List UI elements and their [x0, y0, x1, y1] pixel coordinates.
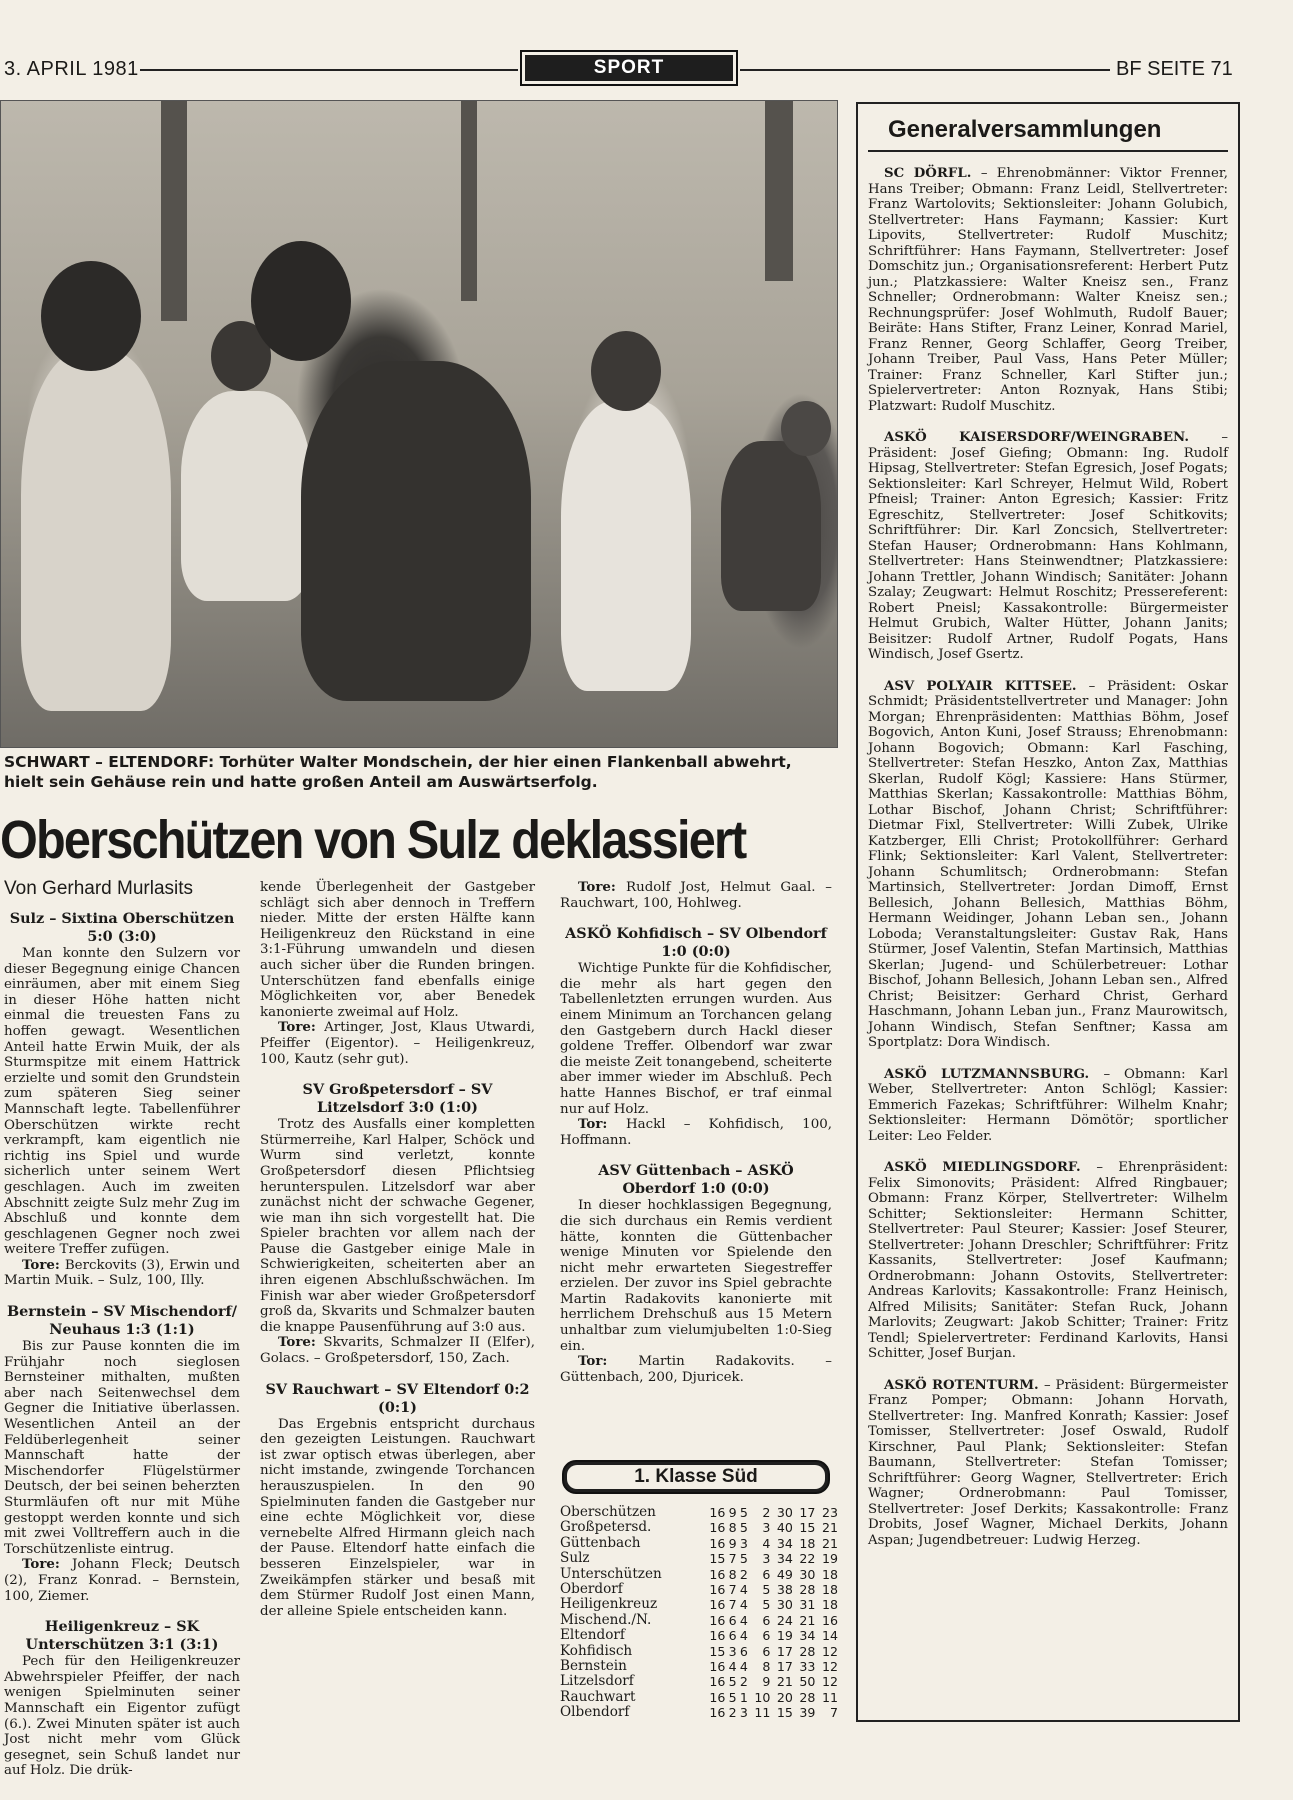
standings-value: 16 — [709, 1674, 726, 1690]
standings-value: 21 — [799, 1612, 816, 1628]
standings-value: 5 — [739, 1505, 748, 1520]
standings-value: 16 — [709, 1505, 726, 1520]
standings-value: 38 — [776, 1582, 793, 1598]
standings-row — [560, 1644, 838, 1659]
standings-value: 7 — [728, 1582, 737, 1598]
standings-value: 4 — [762, 1535, 771, 1551]
standings-value: 15 — [799, 1520, 816, 1536]
standings-value: 39 — [799, 1705, 816, 1721]
standings-value: 6 — [739, 1643, 748, 1659]
club-assembly-entry: ASV POLYAIR KITTSEE. – Präsident: Oskar Schmidt; Präsidentstellvertreter und Manager: John Morgan; Ehrenpräsidenten: Matthias Böhm, Josef Bogovich, Anton Kuni, Josef Strauss; Ehrenobmann: Johann Bogovich; Obmann: Karl Fasching, Stellvertreter: Stefan Heszko, Anton Zax, Matthias Skerlan, Rudolf Kögl; Kassiere: Hans Stürmer, Matthias Skerlan; Kassakontrolle: Matthias Böhm, Lothar Bischof, Johann Christ; Schriftführer: Dietmar Fixl, Stellvertreter: Willi Zubek, Ulrike Katzberger, Elli Christ; Protokollführer: Gerhard Flink; Sektionsleiter: Karl Valent, Stellvertreter: Johann Schumlitsch; Ordnerobmann: Stefan Martinsich, Stellvertreter: Jordan Dimoff, Ernst Bellesich, Johann Bellesich, Matthias Böhm, Hermann Weidinger, Johann Leban sen., Johann Loboda; Veranstaltungsleiter: Gustav Rak, Hans Stürmer, Josef Valentin, Stefan Martinsich, Matthias Skerlan; Jugend- und Schülerbetreuer: Lothar Bischof, Johann Bellesich, Johann Leban sen., Alfred Christ; Beisitzer: Gerhard Christ, Gerhard Haschmann, Johann Leban jun., Franz Maurowitsch, Johann Windisch, Stefan Senftner; Kassa am Sportplatz: Dora Windisch. — [868, 678, 1229, 1050]
club-name: ASKÖ KAISERSDORF/WEINGRABEN. — [884, 430, 1222, 445]
standings-value: 10 — [754, 1689, 771, 1705]
standings-value: 11 — [754, 1705, 771, 1721]
standings-value: 18 — [821, 1582, 838, 1598]
standings-row — [560, 1520, 838, 1535]
article-paragraph: Bis zur Pause konnten die im Frühjahr noch sieglosen Bernsteiner mithalten, mußten aber nach Seitenwechsel dem Gegner die Initiative überlassen. Wesentlichen Anteil an der Feldüberlegenheit seiner Mannschaft hatte der Mischendorfer Flügelstürmer Deutsch, der bei seinen beherzten Sturmläufen oft nur mit Mühe gestoppt werden konnte und sich mit zwei Volltreffern auch in die Torschützenliste eintrug. — [4, 1339, 240, 1557]
standings-value: 14 — [821, 1628, 838, 1644]
standings-row — [560, 1582, 838, 1597]
standings-value: 5 — [728, 1689, 737, 1705]
article-column-3 — [560, 880, 832, 1385]
standings-value: 4 — [739, 1659, 748, 1675]
goalscorers-label: Tor: — [578, 1353, 639, 1370]
article-paragraph: Das Ergebnis entspricht durchaus den gezeigten Leistungen. Rauchwart ist zwar optisch etwas überlegen, aber nicht imstande, zwingende Torchancen herauszuspielen. In den 90 Spielminuten fanden die Gastgeber nur eine echte Möglichkeit vor, diese vernebelte Alfred Hirmann gleich nach der Pause. Eltendorf hatte einfach die besseren Einzelspieler, war in Zweikämpfen stärker und besaß mit dem Stürmer Rudolf Jost einen Mann, der alleine Spiele entscheiden kann. — [260, 1416, 535, 1619]
goalscorers-label: Tore: — [22, 1256, 65, 1273]
club-name: ASKÖ MIEDLINGSDORF. — [884, 1160, 1097, 1175]
standings-value: 16 — [709, 1612, 726, 1628]
standings-value: 6 — [728, 1612, 737, 1628]
standings-value: 2 — [739, 1566, 748, 1582]
standings-value: 31 — [799, 1597, 816, 1613]
standings-row — [560, 1690, 838, 1705]
standings-value: 16 — [709, 1566, 726, 1582]
standings-row — [560, 1705, 838, 1720]
standings-value: 2 — [739, 1674, 748, 1690]
standings-value: 3 — [739, 1705, 748, 1721]
standings-value: 7 — [728, 1551, 737, 1567]
goalscorers-line: Tore: Artinger, Jost, Klaus Utwardi, Pfeiffer (Eigentor). – Heiligenkreuz, 100, Kautz (sehr gut). — [260, 1019, 535, 1067]
standings-value: 12 — [821, 1643, 838, 1659]
standings-value: 49 — [776, 1566, 793, 1582]
goalscorers-label: Tore: — [22, 1556, 72, 1573]
standings-value: 16 — [709, 1705, 726, 1721]
article-paragraph: Man konnte den Sulzern vor dieser Begegnung einige Chancen einräumen, aber mit einem Sieg in dieser Höhe hatten nicht einmal die treuesten Fans zu hoffen gewagt. Wesentlichen Anteil hatte Erwin Muik, der als Sturmspitze mit einem Hattrick erzielte und somit den Grundstein zum späteren Sieg seiner Mannschaft legte. Tabellenführer Oberschützen wirkte recht verkrampft, kam eigentlich nie richtig ins Spiel und wurde sicherlich unter seinem Wert geschlagen. Auch im zweiten Abschnitt zeigte Sulz mehr Zug im Abschluß und konnte dem geschlagenen Gegner noch zwei weitere Treffer zufügen. — [4, 946, 240, 1258]
photo-caption — [4, 752, 838, 792]
standings-value: 1 — [739, 1689, 748, 1705]
team-name: Sulz — [560, 1550, 590, 1567]
article-paragraph: In dieser hochklassigen Begegnung, die sich durchaus ein Remis verdient hätte, konnten die Güttenbacher wenige Minuten vor Spielende den nicht mehr erwarteten Siegestreffer erzielen. Der zuvor ins Spiel gebrachte Martin Radakovits kanonierte mit herrlichem Drehschuß aus 15 Metern unhaltbar zum vielumjubelten 1:0-Sieg ein. — [560, 1198, 832, 1354]
standings-value: 28 — [799, 1643, 816, 1659]
standings-row — [560, 1628, 838, 1643]
article-paragraph: Wichtige Punkte für die Kohfidischer, die mehr als hart gegen den Tabellenletzten errungen wurden. Aus einem Minimum an Torchancen gelang den Gastgebern durch Hackl dieser goldene Treffer. Olbendorf war zwar die meiste Zeit tonangebend, scheiterte aber immer wieder im Abschluß. Pech hatte Hannes Bischof, er traf einmal nur auf Holz. — [560, 961, 832, 1117]
standings-value: 12 — [821, 1674, 838, 1690]
standings-value: 30 — [776, 1505, 793, 1520]
standings-value: 16 — [709, 1535, 726, 1551]
standings-value: 16 — [709, 1628, 726, 1644]
team-name: Großpetersd. — [560, 1519, 652, 1536]
standings-value: 2 — [762, 1505, 771, 1520]
standings-value: 6 — [762, 1566, 771, 1582]
standings-value: 6 — [728, 1628, 737, 1644]
match-heading: SV Großpetersdorf – SV Litzelsdorf 3:0 (1:0) — [302, 1081, 493, 1117]
club-assembly-entry: ASKÖ ROTENTURM. – Präsident: Bürgermeister Franz Pomper; Obmann: Johann Horvath, Stellvertreter: Ing. Manfred Konrath; Kassier: Josef Tomisser, Stellvertreter: Josef Oswald, Rudolf Kirschner, Paul Plank; Sektionsleiter: Stefan Baumann, Stellvertreter: Stefan Tomisser; Schriftführer: Georg Wagner, Stellvertreter: Erich Wagner; Ordnerobmann: Paul Tomisser, Stellvertreter: Josef Derkits; Kassakontrolle: Franz Drobits, Josef Wagner, Michael Derkits, Johann Aspan; Jugendbetreuer: Ludwig Herzeg. — [868, 1377, 1228, 1548]
article-byline: Von Gerhard Murlasits — [4, 878, 194, 899]
standings-value: 28 — [799, 1689, 816, 1705]
team-name: Litzelsdorf — [560, 1673, 634, 1690]
standings-value: 16 — [709, 1689, 726, 1705]
article-column-2 — [260, 880, 535, 1619]
standings-value: 7 — [829, 1705, 838, 1721]
standings-row — [560, 1536, 838, 1551]
standings-value: 3 — [762, 1520, 771, 1536]
standings-value: 4 — [739, 1628, 748, 1644]
match-heading: ASV Güttenbach – ASKÖ Oberdorf 1:0 (0:0) — [598, 1162, 794, 1198]
goalscorers-line: Tore: Berckovits (3), Erwin und Martin Muik. – Sulz, 100, Illy. — [4, 1256, 240, 1289]
standings-value: 5 — [762, 1597, 771, 1613]
team-name: Oberdorf — [560, 1581, 623, 1598]
page-header — [0, 50, 1293, 90]
caption-line-2: hielt sein Gehäuse rein und hatte großen Anteil am Auswärtserfolg. — [4, 773, 598, 791]
club-assembly-entry: ASKÖ LUTZMANNSBURG. – Obmann: Karl Weber, Stellvertreter: Anton Schlögl; Kassier: Emmerich Fazekas; Schriftführer: Wilhelm Knahr; Sektionsleiter: Hermann Dömötör; sportlicher Leiter: Leo Felder. — [868, 1066, 1228, 1144]
standings-value: 30 — [776, 1597, 793, 1613]
standings-value: 15 — [776, 1705, 793, 1721]
standings-value: 6 — [762, 1628, 771, 1644]
header-rule-left — [140, 69, 518, 71]
standings-value: 16 — [709, 1520, 726, 1536]
standings-value: 21 — [821, 1520, 838, 1536]
sidebar-entries — [868, 166, 1228, 1548]
issue-date: 3. APRIL 1981 — [4, 58, 139, 80]
standings-row — [560, 1597, 838, 1612]
team-name: Eltendorf — [560, 1627, 625, 1644]
standings-value: 15 — [709, 1551, 726, 1567]
standings-value: 3 — [739, 1535, 748, 1551]
standings-value: 15 — [709, 1643, 726, 1659]
match-heading: SV Rauchwart – SV Eltendorf 0:2 (0:1) — [265, 1380, 530, 1416]
page-number: BF SEITE 71 — [1116, 58, 1233, 80]
club-assembly-entry: ASKÖ MIEDLINGSDORF. – Ehrenpräsident: Felix Simonovits; Präsident: Alfred Ringbauer; Obmann: Franz Körper, Stellvertreter: Wilhelm Schitter; Sektionsleiter: Hermann Schitter, Stellvertreter: Paul Steurer; Kassier: Josef Steurer, Stellvertreter: Johann Dreschler; Schriftführer: Fritz Kassanits, Stellvertreter: Josef Kaufmann; Ordnerobmann: Johann Ostovits, Stellvertreter: Andreas Karlovits; Kassakontrolle: Franz Heinisch, Alfred Milisits; Sanitäter: Stefan Ruck, Johann Marlovits; Zeugwart: Jakob Schitter; Trainer: Fritz Tendl; Spielervertreter: Ferdinand Karlovits, Hansi Schitter, Josef Burjan. — [868, 1160, 1228, 1361]
standings-value: 40 — [776, 1520, 793, 1536]
match-photo — [0, 100, 838, 748]
goalscorers-label: Tore: — [278, 1334, 324, 1351]
standings-value: 2 — [728, 1705, 737, 1721]
match-heading: Sulz – Sixtina Oberschützen 5:0 (3:0) — [9, 910, 235, 945]
team-name: Heiligenkreuz — [560, 1596, 658, 1613]
club-name: ASKÖ LUTZMANNSBURG. — [884, 1066, 1104, 1082]
standings-value: 24 — [776, 1612, 793, 1628]
team-name: Oberschützen — [560, 1504, 656, 1520]
standings-value: 8 — [728, 1520, 737, 1536]
standings-value: 5 — [739, 1551, 748, 1567]
standings-value: 6 — [762, 1612, 771, 1628]
standings-value: 34 — [776, 1551, 793, 1567]
goalscorers-line: Tore: Johann Fleck; Deutsch (2), Franz Konrad. – Bernstein, 100, Ziemer. — [4, 1556, 240, 1604]
goalscorers-line: Tor: Martin Radakovits. – Güttenbach, 200, Djuricek. — [560, 1353, 832, 1385]
standings-value: 16 — [821, 1612, 838, 1628]
club-assembly-entry: ASKÖ KAISERSDORF/WEINGRABEN. – Präsident: Josef Giefing; Obmann: Ing. Rudolf Hipsag, Stellvertreter: Stefan Egresich, Josef Pogats; Sektionsleiter: Karl Schreyer, Helmut Wild, Robert Pfneisl; Trainer: Anton Egresich; Kassier: Fritz Egreschitz, Stellvertreter: Josef Schitkovits; Schriftführer: Dir. Karl Zoncsich, Stellvertreter: Stefan Hauser; Ordnerobmann: Hans Kohlmann, Stellvertreter: Hans Steinwendtner; Platzkassiere: Johann Trettler, Johann Windisch; Sanitäter: Johann Szalay; Zeugwart: Helmut Roschitz; Pressereferent: Robert Pneisl; Kassakontrolle: Bürgermeister Helmut Grubich, Walter Hütter, Johann Janits; Beisitzer: Rudolf Artner, Rudolf Pogats, Hans Windisch, Josef Gsertz. — [868, 430, 1228, 662]
standings-value: 4 — [728, 1659, 737, 1675]
match-heading: Heiligenkreuz – SK Unterschützen 3:1 (3:1) — [25, 1618, 219, 1654]
club-name: ASKÖ ROTENTURM. — [884, 1377, 1044, 1393]
standings-value: 12 — [821, 1659, 838, 1675]
standings-value: 21 — [821, 1535, 838, 1551]
standings-value: 9 — [728, 1535, 737, 1551]
standings-value: 8 — [762, 1659, 771, 1675]
sidebar-title: Generalversammlungen — [868, 112, 1228, 152]
standings-value: 18 — [799, 1535, 816, 1551]
team-name: Olbendorf — [560, 1704, 630, 1721]
standings-value: 16 — [709, 1582, 726, 1598]
article-paragraph: kende Überlegenheit der Gastgeber schlägt sich aber dennoch in Treffern nieder. Mitte der ersten Hälfte kann Heiligenkreuz den Rückstand in eine 3:1-Führung umwandeln und diesen auch sicher über die Runden bringen. Unterschützen fand ebenfalls einige Möglichkeiten vor, aber Benedek kanonierte zweimal auf Holz. — [260, 880, 535, 1020]
club-name: SC DÖRFL. — [884, 166, 981, 181]
club-name: ASV POLYAIR KITTSEE. — [884, 678, 1089, 694]
team-name: Bernstein — [560, 1658, 627, 1675]
standings-value: 11 — [821, 1689, 838, 1705]
standings-value: 3 — [728, 1643, 737, 1659]
standings-value: 4 — [739, 1597, 748, 1613]
standings-value: 18 — [821, 1597, 838, 1613]
standings-value: 19 — [821, 1551, 838, 1567]
article-paragraph: Pech für den Heiligenkreuzer Abwehrspieler Pfeiffer, der nach wenigen Spielminuten seiner Mannschaft ein Eigentor zufügt (6.). Zwei Minuten später ist auch Jost nicht mehr vom Glück gesegnet, sein Schuß landet nur auf Holz. Die drük- — [4, 1654, 240, 1779]
article-column-1 — [4, 910, 240, 1779]
club-assembly-entry: SC DÖRFL. – Ehrenobmänner: Viktor Frenner, Hans Treiber; Obmann: Franz Leidl, Stellvertreter: Franz Wartolovits; Sektionsleiter: Johann Golubich, Stellvertreter: Hans Faymann; Kassier: Kurt Lipovits, Stellvertreter: Rudolf Muschitz; Schriftführer: Hans Faymann, Stellvertreter: Josef Domschitz jun.; Organisationsreferent: Herbert Putz jun.; Platzkassiere: Walter Kneisz sen., Franz Schneller; Ordnerobmann: Walter Kneisz sen.; Rechnungsprüfer: Josef Wohlmuth, Rudolf Bauer; Beiräte: Hans Stifter, Franz Leiner, Konrad Mariel, Franz Renner, Georg Schlaffer, Georg Treiber, Johann Treiber, Paul Vass, Hans Peter Müller; Trainer: Franz Schneller, Karl Stifter jun.; Spielervertreter: Anton Roznyak, Hans Stibi; Platzwart: Rudolf Muschitz. — [868, 166, 1228, 414]
standings-table — [560, 1505, 838, 1721]
standings-value: 8 — [728, 1566, 737, 1582]
standings-title-box — [562, 1460, 830, 1494]
standings-value: 3 — [762, 1551, 771, 1567]
standings-row — [560, 1659, 838, 1674]
team-name: Unterschützen — [560, 1565, 662, 1582]
standings-value: 18 — [821, 1566, 838, 1582]
standings-value: 16 — [709, 1597, 726, 1613]
standings-value: 28 — [799, 1582, 816, 1598]
standings-value: 4 — [739, 1612, 748, 1628]
standings-value: 5 — [762, 1582, 771, 1598]
standings-value: 4 — [739, 1582, 748, 1598]
standings-value: 33 — [799, 1659, 816, 1675]
standings-value: 7 — [728, 1597, 737, 1613]
match-heading: ASKÖ Kohfidisch – SV Olbendorf 1:0 (0:0) — [565, 925, 827, 961]
standings-value: 20 — [776, 1689, 793, 1705]
standings-value: 6 — [762, 1643, 771, 1659]
standings-row — [560, 1613, 838, 1628]
team-name: Rauchwart — [560, 1688, 636, 1705]
team-name: Kohfidisch — [560, 1642, 633, 1659]
standings-value: 17 — [799, 1505, 816, 1520]
team-name: Güttenbach — [560, 1534, 641, 1551]
section-label-box — [520, 50, 738, 86]
standings-value: 50 — [799, 1674, 816, 1690]
standings-value: 17 — [776, 1659, 793, 1675]
goalscorers-label: Tor: — [578, 1116, 626, 1133]
standings-value: 17 — [776, 1643, 793, 1659]
team-name: Mischend./N. — [560, 1611, 652, 1628]
standings-row — [560, 1567, 838, 1582]
standings-value: 22 — [799, 1551, 816, 1567]
standings-value: 34 — [776, 1535, 793, 1551]
caption-line-1: SCHWART – ELTENDORF: Torhüter Walter Mondschein, der hier einen Flankenball abwehrt, — [4, 753, 792, 771]
standings-value: 9 — [762, 1674, 771, 1690]
match-heading: Bernstein – SV Mischendorf/ Neuhaus 1:3 (1:1) — [6, 1303, 237, 1339]
standings-value: 16 — [709, 1659, 726, 1675]
standings-value: 34 — [799, 1628, 816, 1644]
goalscorers-line: Tore: Skvarits, Schmalzer II (Elfer), Golacs. – Großpetersdorf, 150, Zach. — [260, 1334, 535, 1367]
sidebar-generalversammlungen — [856, 102, 1240, 1722]
goalscorers-line: Tor: Hackl – Kohfidisch, 100, Hoffmann. — [560, 1116, 832, 1148]
standings-row — [560, 1674, 838, 1689]
standings-title: 1. Klasse Süd — [567, 1465, 825, 1489]
article-paragraph: Trotz des Ausfalls einer kompletten Stürmerreihe, Karl Halper, Schöck und Wurm sind verletzt, konnte Großpetersdorf diesen Pflichtsieg herunterspulen. Litzelsdorf war aber zunächst nicht der schwache Gegener, wie man ihn sich vorgestellt hat. Die Spieler brachten vor allem nach der Pause die Gastgeber einige Male in Schwierigkeiten, scheiterten aber an ihren eigenen Abschlußschwächen. Im Finish war aber wieder Großpetersdorf groß da, Skvarits und Schmalzer bauten die knappe Pausenführung auf 3:0 aus. — [260, 1117, 535, 1335]
goalscorers-label: Tore: — [278, 1019, 325, 1036]
goalscorers-label: Tore: — [578, 879, 627, 895]
standings-value: 9 — [728, 1505, 737, 1520]
section-label: SPORT — [525, 55, 733, 81]
standings-value: 30 — [799, 1566, 816, 1582]
standings-row — [560, 1505, 838, 1520]
header-rule-right — [740, 69, 1110, 71]
standings-value: 19 — [776, 1628, 793, 1644]
article-headline: Oberschützen von Sulz deklassiert — [0, 810, 746, 870]
standings-value: 23 — [821, 1505, 838, 1520]
standings-value: 5 — [728, 1674, 737, 1690]
goalscorers-line: Tore: Rudolf Jost, Helmut Gaal. – Rauchwart, 100, Hohlweg. — [560, 879, 832, 911]
standings-row — [560, 1551, 838, 1566]
standings-value: 5 — [739, 1520, 748, 1536]
standings-value: 21 — [776, 1674, 793, 1690]
